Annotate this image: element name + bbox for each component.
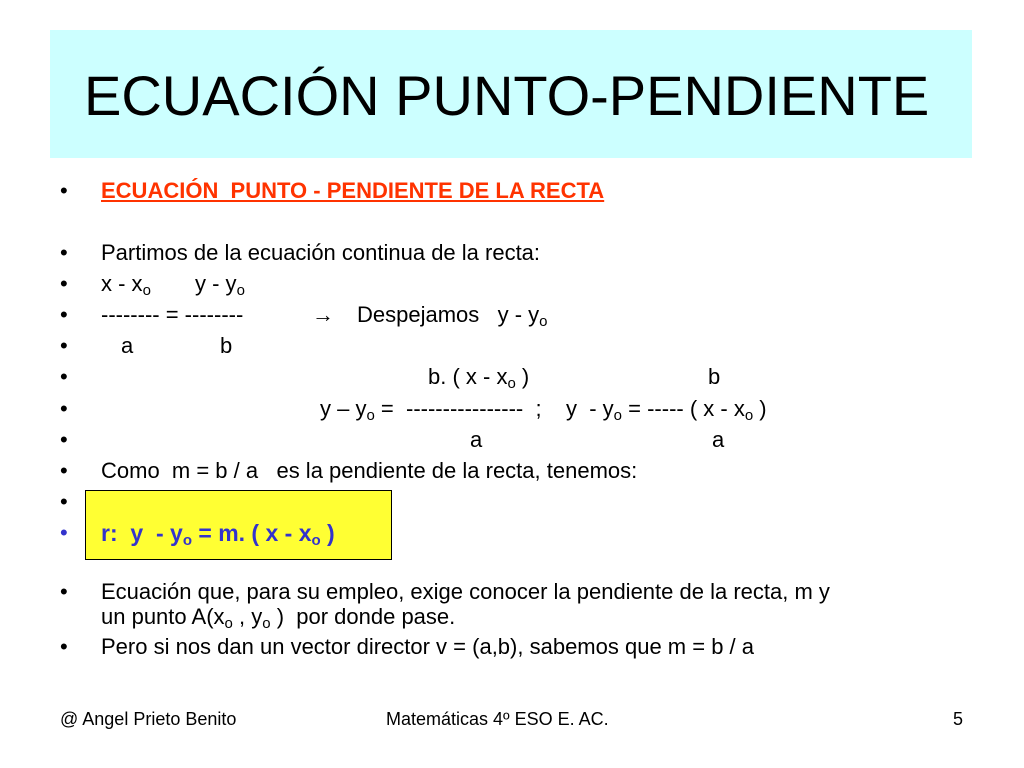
title-band xyxy=(50,30,972,158)
bullet: • xyxy=(60,458,68,483)
denominator-a-left: a xyxy=(470,427,483,452)
bullet: • xyxy=(60,302,68,327)
footer-author: @ Angel Prieto Benito xyxy=(60,709,237,729)
despejamos-text: Despejamos y - $y_o$ xyxy=(357,302,548,330)
bullet: • xyxy=(60,579,68,604)
intro-text: Partimos de la ecuación continua de la recta: xyxy=(101,240,541,265)
bullet: • xyxy=(60,520,68,545)
description-vector: Pero si nos dan un vector director v = (a,b), sabemos que m = b / a xyxy=(101,634,754,659)
numerator-y: y - $y_o$ xyxy=(195,271,245,299)
fraction-bars: -------- = -------- xyxy=(101,302,244,327)
bullet: • xyxy=(60,178,68,203)
footer-page-number: 5 xyxy=(953,709,964,729)
bullet: • xyxy=(60,634,68,659)
bullet: • xyxy=(60,396,68,421)
numerator-x: x - $x_o$ xyxy=(101,271,151,299)
section-heading: ECUACIÓN PUNTO - PENDIENTE DE LA RECTA xyxy=(101,178,605,203)
point-slope-formula: r: $y - y_o = m$. ( x - $x_o$ ) xyxy=(101,520,335,549)
bullet: • xyxy=(60,427,68,452)
denominator-b: b xyxy=(220,333,233,358)
como-text: Como m = b / a es la pendiente de la recta, tenemos: xyxy=(101,458,638,483)
bullet: • xyxy=(60,240,68,265)
denominator-a: a xyxy=(121,333,134,358)
numerator-bx: b. ( x - $x_o$ ) xyxy=(428,364,530,392)
equation-row: y – $y_o$ = ---------------- ; y - $y_o$ = ----- ( x - $x_o$ ) xyxy=(320,396,767,424)
footer-course: Matemáticas 4º ESO E. AC. xyxy=(386,709,609,729)
description-line-2: un punto $A(x_o$ , $y_o$ ) por donde pase. xyxy=(101,604,456,632)
numerator-b: b xyxy=(708,364,721,389)
arrow-right-icon: → xyxy=(312,302,334,327)
bullet: • xyxy=(60,333,68,358)
bullet: • xyxy=(60,489,68,514)
slide-title: ECUACIÓN PUNTO-PENDIENTE xyxy=(84,64,930,127)
description-line-1: Ecuación que, para su empleo, exige conocer la pendiente de la recta, m y xyxy=(101,579,830,604)
bullet: • xyxy=(60,271,68,296)
bullet: • xyxy=(60,364,68,389)
denominator-a-right: a xyxy=(712,427,725,452)
